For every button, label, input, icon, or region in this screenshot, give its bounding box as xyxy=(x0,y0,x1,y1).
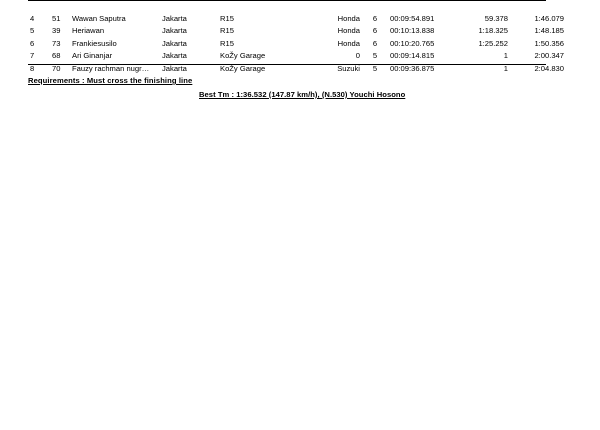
cell-best-lap: 1:48.185 xyxy=(534,26,564,36)
cell-laps: 5 xyxy=(372,51,378,61)
cell-best-lap: 2:04.830 xyxy=(534,63,564,73)
cell-position xyxy=(28,0,50,13)
cell-city: Jakarta xyxy=(162,63,187,73)
cell-city xyxy=(160,0,218,13)
cell-position: 5 xyxy=(30,26,35,36)
cell-name: Wawan Saputra xyxy=(72,13,126,23)
cell-name: Heriawan xyxy=(72,26,105,36)
cell-team: R15 xyxy=(220,26,234,36)
cell-total-time: 00:09:54.891 xyxy=(390,13,435,23)
cell-city: Jakarta xyxy=(162,51,187,61)
cell-name: Frankiesusilo xyxy=(72,38,117,48)
table-row xyxy=(28,25,566,38)
table-row xyxy=(28,38,566,51)
cell-number: 70 xyxy=(52,63,61,73)
cell-position: 7 xyxy=(30,51,35,61)
cell-position: 6 xyxy=(30,38,35,48)
table-row xyxy=(28,13,566,26)
footer-divider xyxy=(28,64,546,65)
cell-laps: 6 xyxy=(372,13,378,23)
cell-team: R15 xyxy=(220,38,234,48)
cell-number: 73 xyxy=(52,38,61,48)
cell-make: Suzuki xyxy=(337,63,360,73)
cell-laps: 6 xyxy=(372,26,378,36)
cell-position: 4 xyxy=(30,13,35,23)
table-row xyxy=(28,63,566,76)
cell-make xyxy=(314,0,362,13)
cell-total-time: 00:09:14.815 xyxy=(390,51,435,61)
best-time-note: Best Tm : 1:36.532 (147.87 km/h), (N.530) Youchi Hosono xyxy=(199,90,406,99)
cell-best-lap: 1:50.356 xyxy=(534,38,564,48)
cell-name xyxy=(70,0,160,13)
cell-total-time: 00:10:13.838 xyxy=(390,26,435,36)
cell-gap: 59.378 xyxy=(484,13,508,23)
cell-make: 0 xyxy=(355,51,360,61)
cell-team: KoŽy Garage xyxy=(220,63,266,73)
cell-name: Fauzy rachman nugr… xyxy=(72,63,150,73)
cell-gap: 1:25.252 xyxy=(478,38,508,48)
cell-number: 51 xyxy=(52,13,61,23)
cell-best-lap xyxy=(510,0,566,13)
cell-gap: 1:18.325 xyxy=(478,26,508,36)
cell-city: Jakarta xyxy=(162,13,187,23)
cell-make: Honda xyxy=(337,38,360,48)
cell-team: KoŽy Garage xyxy=(220,51,266,61)
cell-best-lap: 2:00.347 xyxy=(534,51,564,61)
cell-team xyxy=(218,0,314,13)
cell-laps xyxy=(362,0,388,13)
cell-make: Honda xyxy=(337,26,360,36)
cell-laps: 6 xyxy=(372,38,378,48)
cell-gap: 1 xyxy=(503,51,508,61)
cell-total-time xyxy=(388,0,458,13)
cell-city: Jakarta xyxy=(162,26,187,36)
cell-total-time: 00:09:36.875 xyxy=(390,63,435,73)
table-row xyxy=(28,50,566,63)
cell-number xyxy=(50,0,70,13)
cell-best-lap: 1:46.079 xyxy=(534,13,564,23)
cell-total-time: 00:10:20.765 xyxy=(390,38,435,48)
cell-make: Honda xyxy=(337,13,360,23)
cell-position: 8 xyxy=(30,63,35,73)
table-row xyxy=(28,0,566,13)
cell-laps: 5 xyxy=(372,63,378,73)
requirements-note: Requirements : Must cross the finishing line xyxy=(28,76,193,85)
cell-number: 68 xyxy=(52,51,61,61)
cell-gap xyxy=(458,0,510,13)
cell-city: Jakarta xyxy=(162,38,187,48)
cell-team: R15 xyxy=(220,13,234,23)
cell-number: 39 xyxy=(52,26,61,36)
cell-name: Ari Ginanjar xyxy=(72,51,113,61)
cell-gap: 1 xyxy=(503,63,508,73)
